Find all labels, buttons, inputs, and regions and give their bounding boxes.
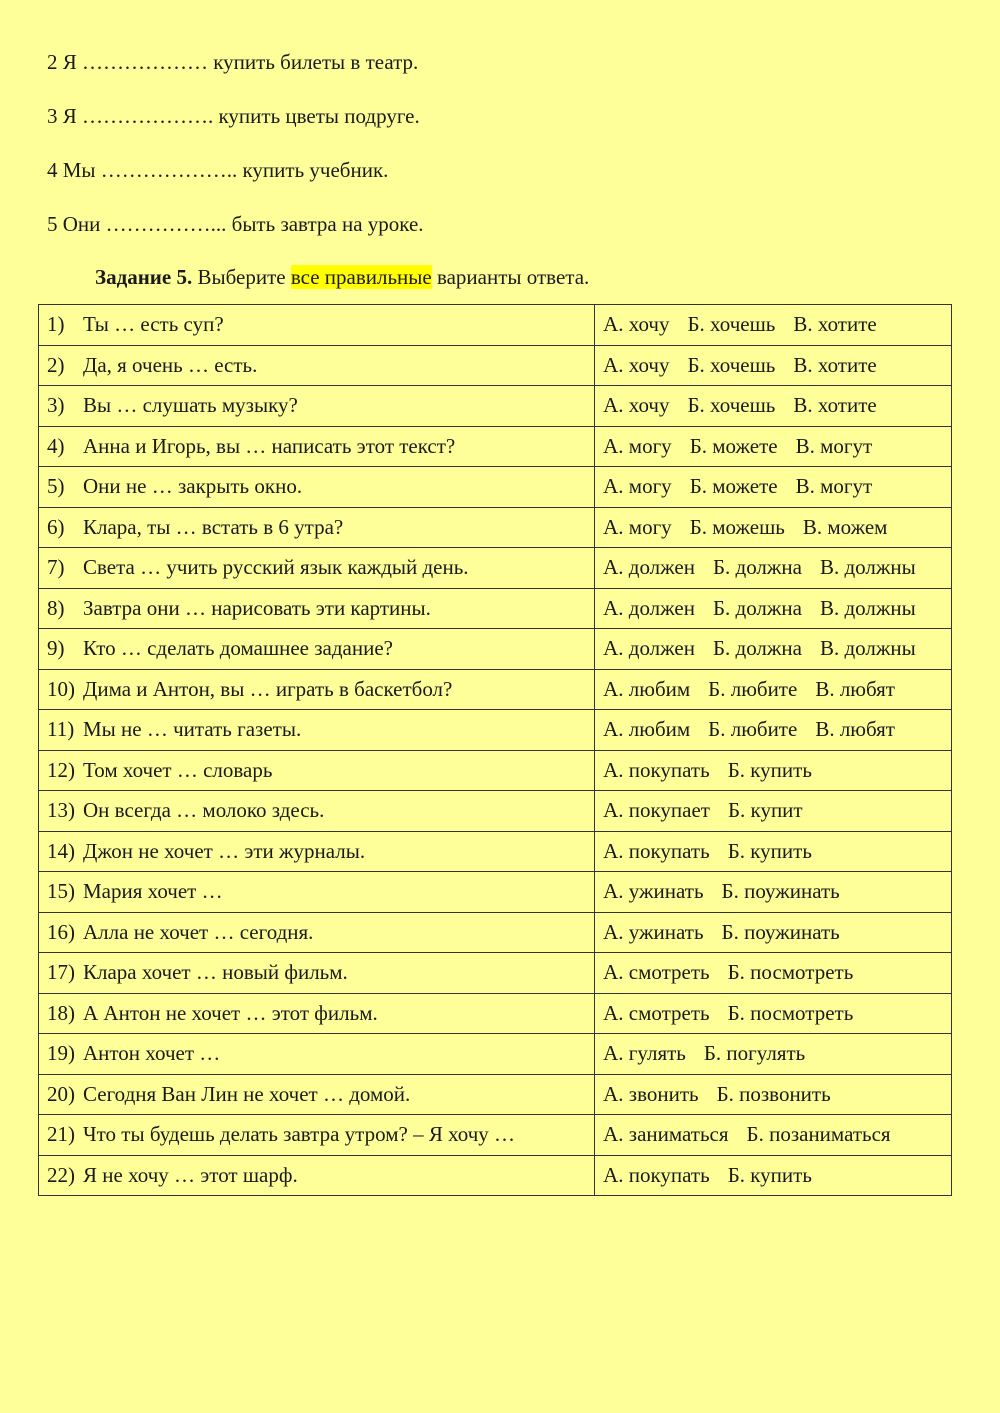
answer-option[interactable]: В. хотите (793, 352, 877, 377)
answer-option[interactable]: А. покупать (603, 757, 710, 782)
question-text: Мария хочет … (83, 879, 223, 904)
quiz-table-body (39, 305, 952, 1196)
question-row (39, 912, 952, 953)
question-cell (39, 386, 595, 427)
question-text: Алла не хочет … сегодня. (83, 919, 314, 944)
options-cell (595, 993, 952, 1034)
answer-option[interactable]: В. хотите (793, 393, 877, 418)
question-text: Они не … закрыть окно. (83, 474, 303, 499)
question-number: 13) (47, 798, 75, 823)
question-number: 6) (47, 514, 65, 539)
question-text: Да, я очень … есть. (83, 352, 258, 377)
question-text: Кто … сделать домашнее задание? (83, 636, 393, 661)
question-cell (39, 629, 595, 670)
task-highlight: все правильные (290, 265, 432, 289)
answer-option[interactable]: А. могу (603, 474, 672, 499)
answer-option[interactable]: Б. позвонить (716, 1081, 831, 1106)
options-cell (595, 1034, 952, 1075)
question-number: 16) (47, 919, 75, 944)
question-row (39, 1074, 952, 1115)
answer-option[interactable]: В. должны (819, 555, 916, 580)
options-cell (595, 305, 952, 346)
answer-option[interactable]: А. хочу (603, 312, 670, 337)
answer-option[interactable]: А. могу (603, 433, 672, 458)
options-cell (595, 710, 952, 751)
sentence-5: 5 Они ……………... быть завтра на уроке. (47, 212, 424, 236)
question-cell (39, 993, 595, 1034)
sentence-4: 4 Мы ……………….. купить учебник. (47, 158, 389, 182)
question-text: Антон хочет … (83, 1041, 221, 1066)
question-row (39, 872, 952, 913)
options-cell (595, 548, 952, 589)
question-row (39, 426, 952, 467)
options-cell (595, 467, 952, 508)
options-cell (595, 1115, 952, 1156)
task-5-title (95, 263, 589, 291)
question-row (39, 791, 952, 832)
question-cell (39, 750, 595, 791)
answer-option[interactable]: В. могут (795, 433, 873, 458)
answer-option[interactable]: Б. должна (712, 636, 802, 661)
answer-option[interactable]: Б. купит (727, 798, 803, 823)
answer-option[interactable]: А. любим (603, 676, 691, 701)
answer-option[interactable]: Б. поужинать (721, 879, 840, 904)
question-cell (39, 305, 595, 346)
question-row (39, 993, 952, 1034)
answer-option[interactable]: В. можем (802, 514, 888, 539)
question-row (39, 386, 952, 427)
answer-option[interactable]: Б. хочешь (687, 352, 776, 377)
options-cell (595, 386, 952, 427)
question-text: Клара хочет … новый фильм. (83, 960, 348, 985)
answer-option[interactable]: Б. посмотреть (727, 960, 854, 985)
fill-in-sentences (47, 48, 424, 264)
sentence-3: 3 Я ………………. купить цветы подруге. (47, 104, 420, 128)
question-cell (39, 872, 595, 913)
options-cell (595, 588, 952, 629)
answer-option[interactable]: А. должен (603, 636, 695, 661)
question-number: 8) (47, 595, 65, 620)
question-row (39, 953, 952, 994)
options-cell (595, 750, 952, 791)
question-text: Сегодня Ван Лин не хочет … домой. (83, 1081, 411, 1106)
question-number: 9) (47, 636, 65, 661)
question-text: Анна и Игорь, вы … написать этот текст? (83, 433, 456, 458)
answer-option[interactable]: А. должен (603, 555, 695, 580)
question-number: 21) (47, 1122, 75, 1147)
options-cell (595, 426, 952, 467)
answer-option[interactable]: Б. хочешь (687, 393, 776, 418)
question-text: Мы не … читать газеты. (83, 717, 302, 742)
question-number: 15) (47, 879, 75, 904)
question-cell (39, 467, 595, 508)
options-cell (595, 831, 952, 872)
answer-option[interactable]: В. хотите (793, 312, 877, 337)
question-number: 12) (47, 757, 75, 782)
question-row (39, 1155, 952, 1196)
answer-option[interactable]: В. любят (815, 676, 895, 701)
question-row (39, 710, 952, 751)
answer-option[interactable]: А. гулять (603, 1041, 686, 1066)
question-text: Том хочет … словарь (83, 757, 273, 782)
question-row (39, 507, 952, 548)
question-number: 14) (47, 838, 75, 863)
question-row (39, 1034, 952, 1075)
answer-option[interactable]: А. покупает (603, 798, 710, 823)
answer-option[interactable]: Б. купить (727, 838, 812, 863)
question-cell (39, 345, 595, 386)
question-text: Я не хочу … этот шарф. (83, 1162, 298, 1187)
question-text: Вы … слушать музыку? (83, 393, 298, 418)
question-text: Дима и Антон, вы … играть в баскетбол? (83, 676, 453, 701)
question-text: Он всегда … молоко здесь. (83, 798, 325, 823)
options-cell (595, 629, 952, 670)
question-row (39, 1115, 952, 1156)
question-number: 22) (47, 1162, 75, 1187)
question-text: Завтра они … нарисовать эти картины. (83, 595, 431, 620)
question-cell (39, 1034, 595, 1075)
answer-option[interactable]: А. хочу (603, 352, 670, 377)
question-number: 4) (47, 433, 65, 458)
options-cell (595, 872, 952, 913)
question-cell (39, 791, 595, 832)
question-number: 2) (47, 352, 65, 377)
options-cell (595, 507, 952, 548)
question-cell (39, 548, 595, 589)
quiz-table (38, 304, 952, 1196)
answer-option[interactable]: А. покупать (603, 838, 710, 863)
question-number: 1) (47, 312, 65, 337)
answer-option[interactable]: А. ужинать (603, 919, 704, 944)
answer-option[interactable]: А. смотреть (603, 1000, 710, 1025)
question-number: 18) (47, 1000, 75, 1025)
answer-option[interactable]: А. могу (603, 514, 672, 539)
answer-option[interactable]: А. должен (603, 595, 695, 620)
question-row (39, 669, 952, 710)
answer-option[interactable]: В. должны (819, 636, 916, 661)
task-label: Задание 5. (95, 265, 193, 289)
answer-option[interactable]: Б. посмотреть (727, 1000, 854, 1025)
answer-option[interactable]: Б. должна (712, 595, 802, 620)
question-text: Клара, ты … встать в 6 утра? (83, 514, 344, 539)
question-row (39, 588, 952, 629)
question-cell (39, 953, 595, 994)
question-cell (39, 426, 595, 467)
options-cell (595, 912, 952, 953)
answer-option[interactable]: Б. хочешь (687, 312, 776, 337)
question-cell (39, 1155, 595, 1196)
options-cell (595, 1155, 952, 1196)
question-row (39, 831, 952, 872)
question-row (39, 467, 952, 508)
question-number: 10) (47, 676, 75, 701)
answer-option[interactable]: А. хочу (603, 393, 670, 418)
answer-option[interactable]: А. покупать (603, 1162, 710, 1187)
question-cell (39, 710, 595, 751)
question-text: Ты … есть суп? (83, 312, 224, 337)
question-number: 20) (47, 1081, 75, 1106)
question-number: 3) (47, 393, 65, 418)
question-number: 11) (47, 717, 75, 742)
question-cell (39, 507, 595, 548)
question-number: 19) (47, 1041, 75, 1066)
answer-option[interactable]: Б. позаниматься (746, 1122, 891, 1147)
question-row (39, 750, 952, 791)
question-text: Что ты будешь делать завтра утром? – Я хочу … (83, 1122, 516, 1147)
answer-option[interactable]: А. смотреть (603, 960, 710, 985)
answer-option[interactable]: Б. купить (727, 757, 812, 782)
options-cell (595, 953, 952, 994)
answer-option[interactable]: Б. должна (712, 555, 802, 580)
answer-option[interactable]: В. должны (819, 595, 916, 620)
question-cell (39, 588, 595, 629)
question-cell (39, 1074, 595, 1115)
question-number: 17) (47, 960, 75, 985)
question-text: А Антон не хочет … этот фильм. (83, 1000, 378, 1025)
question-cell (39, 669, 595, 710)
options-cell (595, 345, 952, 386)
question-text: Джон не хочет … эти журналы. (83, 838, 366, 863)
answer-option[interactable]: Б. любите (708, 717, 798, 742)
answer-option[interactable]: Б. погулять (703, 1041, 806, 1066)
answer-option[interactable]: А. звонить (603, 1081, 699, 1106)
answer-option[interactable]: В. могут (795, 474, 873, 499)
answer-option[interactable]: Б. любите (708, 676, 798, 701)
answer-option[interactable]: Б. поужинать (721, 919, 840, 944)
answer-option[interactable]: В. любят (815, 717, 895, 742)
answer-option[interactable]: А. ужинать (603, 879, 704, 904)
options-cell (595, 791, 952, 832)
answer-option[interactable]: А. заниматься (603, 1122, 729, 1147)
question-row (39, 345, 952, 386)
question-cell (39, 912, 595, 953)
answer-option[interactable]: Б. можете (689, 474, 778, 499)
question-row (39, 548, 952, 589)
sentence-2: 2 Я ……………… купить билеты в театр. (47, 50, 419, 74)
task-text-before: Выберите (192, 265, 291, 289)
answer-option[interactable]: Б. можешь (689, 514, 785, 539)
question-number: 7) (47, 555, 65, 580)
question-cell (39, 831, 595, 872)
options-cell (595, 669, 952, 710)
task-text-after: варианты ответа. (431, 265, 590, 289)
question-cell (39, 1115, 595, 1156)
question-text: Света … учить русский язык каждый день. (83, 555, 469, 580)
answer-option[interactable]: Б. купить (727, 1162, 812, 1187)
question-row (39, 629, 952, 670)
question-row (39, 305, 952, 346)
answer-option[interactable]: Б. можете (689, 433, 778, 458)
options-cell (595, 1074, 952, 1115)
answer-option[interactable]: А. любим (603, 717, 691, 742)
question-number: 5) (47, 474, 65, 499)
